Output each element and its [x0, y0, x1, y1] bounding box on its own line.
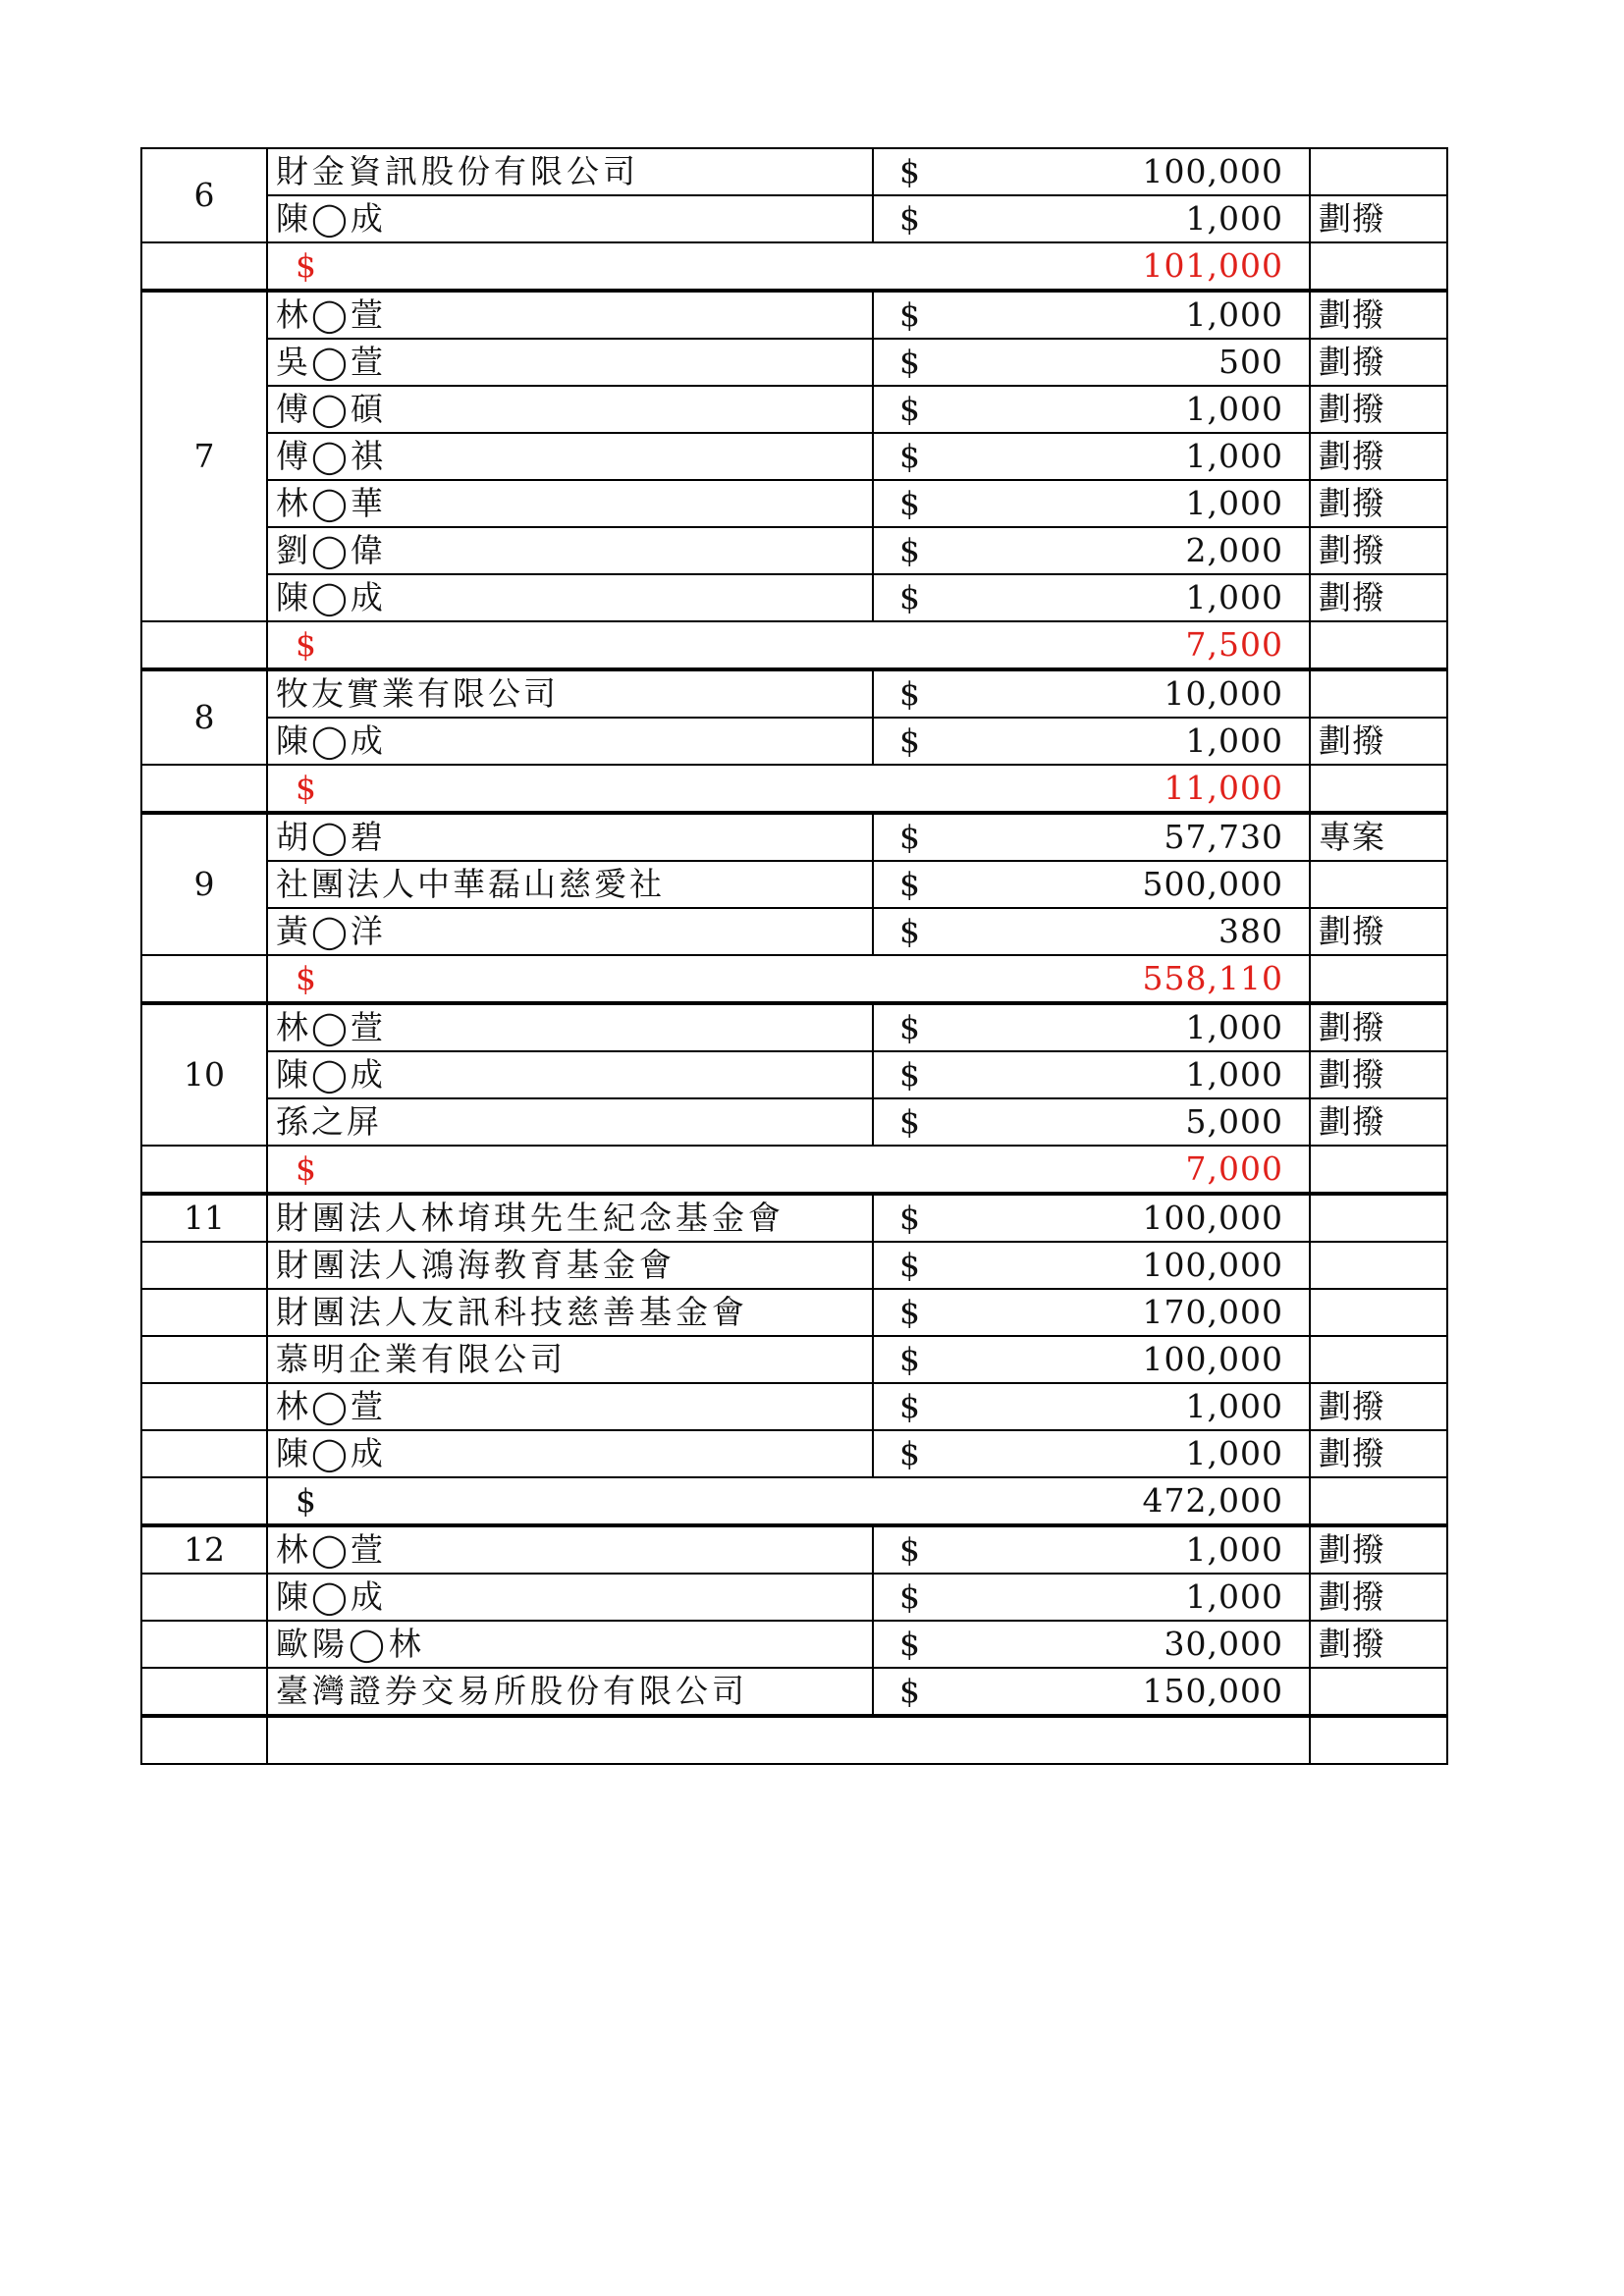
subtotal-row [141, 955, 1447, 1003]
donor-name: 陳◯成 [267, 718, 873, 765]
amount-value: 5,000 [1185, 1102, 1283, 1141]
amount-value: 500,000 [1142, 865, 1283, 903]
empty-note-cell [1310, 1716, 1447, 1764]
amount-cell [873, 1003, 1310, 1051]
currency-symbol: $ [899, 865, 920, 903]
currency-symbol: $ [899, 390, 920, 428]
table-row [141, 1383, 1447, 1430]
amount-cell [873, 718, 1310, 765]
note-cell [1310, 1477, 1447, 1525]
table-row [141, 1574, 1447, 1621]
donor-name: 林◯萱 [267, 291, 873, 339]
note-cell: 劃撥 [1310, 291, 1447, 339]
currency-symbol: $ [296, 769, 316, 807]
subtotal-cell [267, 1146, 1310, 1194]
donor-name: 牧友實業有限公司 [267, 669, 873, 718]
amount-value: 1,000 [1185, 578, 1283, 616]
amount-cell [873, 1383, 1310, 1430]
subtotal-value: 472,000 [1142, 1481, 1283, 1520]
currency-symbol: $ [296, 1149, 316, 1188]
table-row [141, 813, 1447, 861]
amount-cell [873, 908, 1310, 955]
amount-value: 1,000 [1185, 1055, 1283, 1094]
amount-cell [873, 480, 1310, 527]
amount-cell [873, 574, 1310, 621]
donor-name: 林◯華 [267, 480, 873, 527]
amount-cell [873, 861, 1310, 908]
subtotal-row [141, 621, 1447, 669]
subtotal-value: 101,000 [1142, 246, 1283, 285]
amount-value: 1,000 [1185, 484, 1283, 522]
amount-cell [873, 1051, 1310, 1098]
donor-name: 陳◯成 [267, 195, 873, 242]
amount-cell [873, 669, 1310, 718]
month-cell: 7 [141, 291, 267, 621]
table-row [141, 195, 1447, 242]
note-cell [1310, 765, 1447, 813]
currency-symbol: $ [899, 1387, 920, 1425]
table-row [141, 527, 1447, 574]
month-cell-empty [141, 1621, 267, 1668]
currency-symbol: $ [899, 674, 920, 713]
currency-symbol: $ [899, 484, 920, 522]
donor-name: 歐陽◯林 [267, 1621, 873, 1668]
subtotal-cell [267, 242, 1310, 291]
note-cell: 劃撥 [1310, 1574, 1447, 1621]
subtotal-value: 7,500 [1185, 625, 1283, 664]
donor-name: 陳◯成 [267, 1051, 873, 1098]
donor-name: 林◯萱 [267, 1525, 873, 1574]
amount-value: 30,000 [1164, 1625, 1283, 1663]
table-row [141, 574, 1447, 621]
table-row [141, 908, 1447, 955]
note-cell: 劃撥 [1310, 1098, 1447, 1146]
donor-name: 傅◯碩 [267, 386, 873, 433]
amount-value: 10,000 [1164, 674, 1283, 713]
amount-value: 170,000 [1142, 1293, 1283, 1331]
amount-cell [873, 339, 1310, 386]
donor-name: 孫之屏 [267, 1098, 873, 1146]
table-row [141, 861, 1447, 908]
currency-symbol: $ [899, 818, 920, 856]
currency-symbol: $ [899, 343, 920, 381]
subtotal-value: 558,110 [1142, 959, 1283, 997]
donation-ledger-table [140, 147, 1448, 1765]
note-cell: 劃撥 [1310, 480, 1447, 527]
donor-name: 劉◯偉 [267, 527, 873, 574]
currency-symbol: $ [899, 1672, 920, 1710]
amount-cell [873, 1668, 1310, 1716]
amount-cell [873, 1525, 1310, 1574]
amount-cell [873, 1336, 1310, 1383]
amount-value: 2,000 [1185, 531, 1283, 569]
donor-name: 吳◯萱 [267, 339, 873, 386]
amount-value: 1,000 [1185, 390, 1283, 428]
note-cell [1310, 1668, 1447, 1716]
table-row [141, 386, 1447, 433]
currency-symbol: $ [899, 1577, 920, 1616]
amount-value: 1,000 [1185, 1530, 1283, 1569]
amount-value: 150,000 [1142, 1672, 1283, 1710]
note-cell: 劃撥 [1310, 574, 1447, 621]
table-row [141, 1289, 1447, 1336]
currency-symbol: $ [899, 1625, 920, 1663]
month-cell-empty [141, 1430, 267, 1477]
subtotal-row [141, 242, 1447, 291]
amount-value: 1,000 [1185, 199, 1283, 238]
amount-value: 100,000 [1142, 1199, 1283, 1237]
note-cell [1310, 1336, 1447, 1383]
amount-cell [873, 1242, 1310, 1289]
currency-symbol: $ [899, 721, 920, 760]
amount-value: 380 [1218, 912, 1283, 950]
table-row [141, 1430, 1447, 1477]
note-cell [1310, 1289, 1447, 1336]
currency-symbol: $ [899, 1199, 920, 1237]
amount-cell [873, 148, 1310, 195]
note-cell: 劃撥 [1310, 1525, 1447, 1574]
subtotal-value: 11,000 [1164, 769, 1283, 807]
note-cell [1310, 861, 1447, 908]
currency-symbol: $ [296, 246, 316, 285]
amount-cell [873, 527, 1310, 574]
note-cell: 劃撥 [1310, 1383, 1447, 1430]
month-cell-empty [141, 1289, 267, 1336]
currency-symbol: $ [899, 199, 920, 238]
empty-cell [267, 1716, 1310, 1764]
donor-name: 財團法人鴻海教育基金會 [267, 1242, 873, 1289]
amount-value: 1,000 [1185, 1577, 1283, 1616]
subtotal-row [141, 765, 1447, 813]
amount-value: 100,000 [1142, 152, 1283, 190]
month-cell: 10 [141, 1003, 267, 1146]
currency-symbol: $ [296, 1481, 316, 1520]
currency-symbol: $ [899, 1246, 920, 1284]
table-row [141, 339, 1447, 386]
subtotal-cell [267, 765, 1310, 813]
donor-name: 財金資訊股份有限公司 [267, 148, 873, 195]
note-cell [1310, 1146, 1447, 1194]
note-cell [1310, 148, 1447, 195]
amount-cell [873, 291, 1310, 339]
amount-value: 1,000 [1185, 1387, 1283, 1425]
amount-value: 100,000 [1142, 1340, 1283, 1378]
month-cell-empty [141, 955, 267, 1003]
note-cell: 劃撥 [1310, 386, 1447, 433]
table-row [141, 1003, 1447, 1051]
currency-symbol: $ [899, 295, 920, 334]
month-cell-empty [141, 1383, 267, 1430]
currency-symbol: $ [899, 1055, 920, 1094]
subtotal-row [141, 1477, 1447, 1525]
donor-name: 黃◯洋 [267, 908, 873, 955]
note-cell: 劃撥 [1310, 1621, 1447, 1668]
donor-name: 陳◯成 [267, 1430, 873, 1477]
amount-value: 1,000 [1185, 295, 1283, 334]
month-cell: 12 [141, 1525, 267, 1574]
currency-symbol: $ [899, 437, 920, 475]
amount-cell [873, 1621, 1310, 1668]
currency-symbol: $ [899, 1340, 920, 1378]
amount-value: 57,730 [1164, 818, 1283, 856]
subtotal-cell [267, 621, 1310, 669]
table-row [141, 148, 1447, 195]
note-cell: 劃撥 [1310, 908, 1447, 955]
note-cell [1310, 242, 1447, 291]
amount-cell [873, 1574, 1310, 1621]
note-cell: 專案 [1310, 813, 1447, 861]
month-cell-empty [141, 1716, 267, 1764]
subtotal-cell [267, 955, 1310, 1003]
table-row [141, 291, 1447, 339]
note-cell [1310, 669, 1447, 718]
table-row [141, 1194, 1447, 1242]
currency-symbol: $ [899, 1530, 920, 1569]
donor-name: 林◯萱 [267, 1003, 873, 1051]
note-cell: 劃撥 [1310, 1003, 1447, 1051]
donor-name: 財團法人友訊科技慈善基金會 [267, 1289, 873, 1336]
note-cell [1310, 1194, 1447, 1242]
month-cell-empty [141, 1336, 267, 1383]
amount-cell [873, 386, 1310, 433]
month-cell-empty [141, 1668, 267, 1716]
month-cell-empty [141, 1242, 267, 1289]
currency-symbol: $ [899, 152, 920, 190]
amount-cell [873, 813, 1310, 861]
amount-value: 1,000 [1185, 437, 1283, 475]
currency-symbol: $ [296, 625, 316, 664]
note-cell: 劃撥 [1310, 433, 1447, 480]
table-row [141, 669, 1447, 718]
subtotal-cell [267, 1477, 1310, 1525]
month-cell-empty [141, 765, 267, 813]
table-row [141, 1336, 1447, 1383]
month-cell-empty [141, 1146, 267, 1194]
amount-cell [873, 1098, 1310, 1146]
currency-symbol: $ [899, 1434, 920, 1472]
amount-cell [873, 433, 1310, 480]
table-row [141, 1621, 1447, 1668]
donor-name: 胡◯碧 [267, 813, 873, 861]
note-cell: 劃撥 [1310, 339, 1447, 386]
donor-name: 陳◯成 [267, 1574, 873, 1621]
donor-name: 林◯萱 [267, 1383, 873, 1430]
donor-name: 財團法人林堉琪先生紀念基金會 [267, 1194, 873, 1242]
table-row [141, 1525, 1447, 1574]
amount-value: 1,000 [1185, 1008, 1283, 1046]
donor-name: 臺灣證券交易所股份有限公司 [267, 1668, 873, 1716]
note-cell: 劃撥 [1310, 718, 1447, 765]
table-row [141, 433, 1447, 480]
note-cell: 劃撥 [1310, 195, 1447, 242]
month-cell-empty [141, 1477, 267, 1525]
note-cell: 劃撥 [1310, 527, 1447, 574]
amount-cell [873, 1194, 1310, 1242]
amount-value: 500 [1218, 343, 1283, 381]
month-cell: 8 [141, 669, 267, 765]
amount-cell [873, 1289, 1310, 1336]
currency-symbol: $ [899, 1293, 920, 1331]
currency-symbol: $ [899, 578, 920, 616]
donor-name: 慕明企業有限公司 [267, 1336, 873, 1383]
note-cell: 劃撥 [1310, 1051, 1447, 1098]
month-cell: 11 [141, 1194, 267, 1242]
month-cell: 9 [141, 813, 267, 955]
currency-symbol: $ [296, 959, 316, 997]
amount-value: 100,000 [1142, 1246, 1283, 1284]
month-cell-empty [141, 621, 267, 669]
table-row [141, 1242, 1447, 1289]
currency-symbol: $ [899, 912, 920, 950]
month-cell-empty [141, 1574, 267, 1621]
month-cell-empty [141, 242, 267, 291]
table-row [141, 480, 1447, 527]
note-cell [1310, 955, 1447, 1003]
note-cell [1310, 621, 1447, 669]
donor-name: 社團法人中華磊山慈愛社 [267, 861, 873, 908]
currency-symbol: $ [899, 1008, 920, 1046]
amount-cell [873, 1430, 1310, 1477]
amount-cell [873, 195, 1310, 242]
subtotal-value: 7,000 [1185, 1149, 1283, 1188]
currency-symbol: $ [899, 1102, 920, 1141]
amount-value: 1,000 [1185, 1434, 1283, 1472]
donor-name: 傅◯祺 [267, 433, 873, 480]
table-row [141, 1098, 1447, 1146]
note-cell [1310, 1242, 1447, 1289]
currency-symbol: $ [899, 531, 920, 569]
donor-name: 陳◯成 [267, 574, 873, 621]
subtotal-row [141, 1146, 1447, 1194]
month-cell: 6 [141, 148, 267, 242]
empty-row [141, 1716, 1447, 1764]
note-cell: 劃撥 [1310, 1430, 1447, 1477]
amount-value: 1,000 [1185, 721, 1283, 760]
table-row [141, 1051, 1447, 1098]
table-row [141, 1668, 1447, 1716]
table-row [141, 718, 1447, 765]
